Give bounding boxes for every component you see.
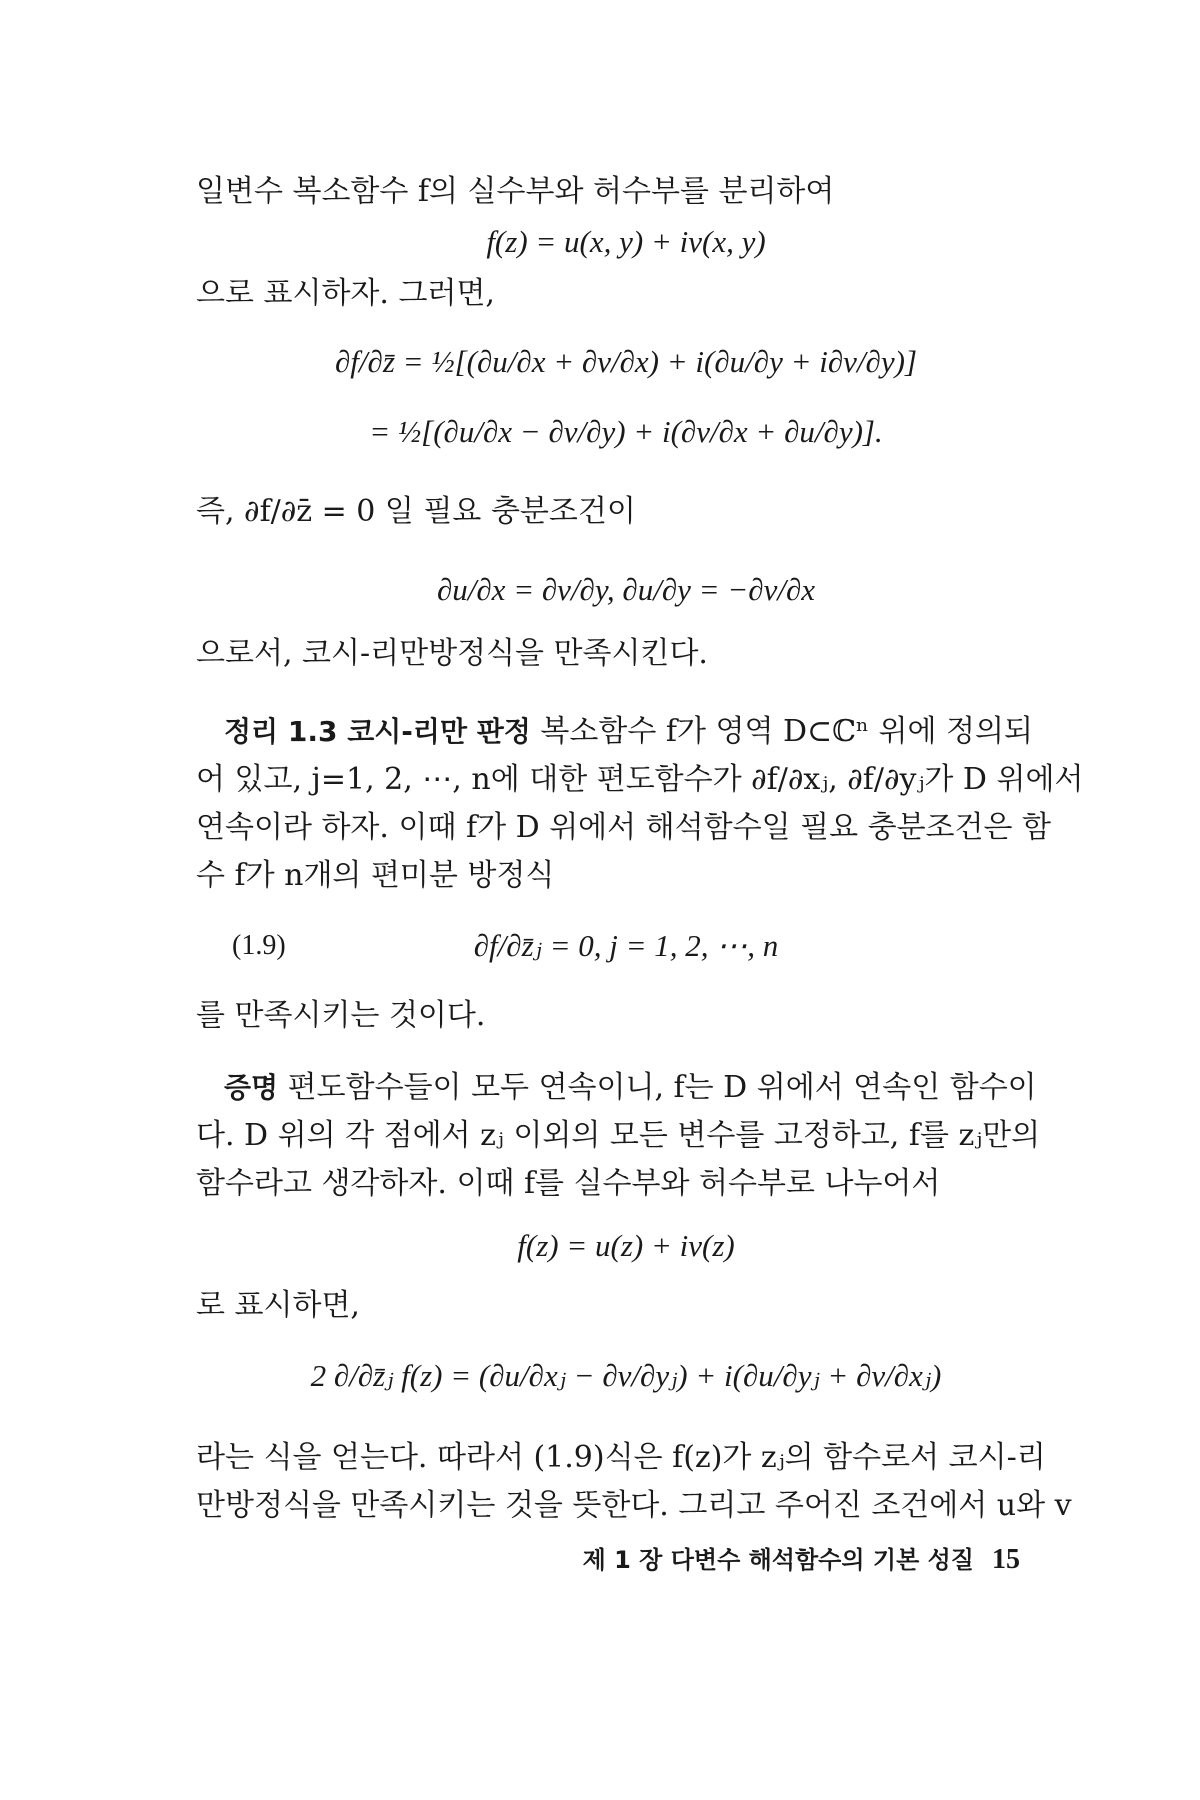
show-line-2: 로 표시하면, [196, 1288, 360, 1323]
equation-dbar-line-2: = ½[(∂u/∂x − ∂v/∂y) + i(∂v/∂x + ∂u/∂y)]. [369, 414, 883, 449]
equation-dbar-line-1: ∂f/∂z̄ = ½[(∂u/∂x + ∂v/∂x) + i(∂u/∂y + i∂v/∂y)] [334, 344, 918, 379]
equation-1-9: ∂f/∂z̄ⱼ = 0, j = 1, 2, ⋯, n [473, 928, 779, 963]
theorem-title: 정리 1.3 코시-리만 판정 [224, 715, 531, 748]
theorem-line-3: 연속이라 하자. 이때 f가 D 위에서 해석함수일 필요 충분조건은 함 [196, 810, 1052, 845]
footer-chapter-title: 제 1 장 다변수 해석함수의 기본 성질 [582, 1546, 974, 1574]
equation-f-decomposition: f(z) = u(x, y) + iv(x, y) [486, 224, 766, 259]
page-number: 15 [992, 1544, 1020, 1575]
page-footer [560, 1540, 1020, 1580]
equation-cauchy-riemann: ∂u/∂x = ∂v/∂y, ∂u/∂y = −∂v/∂x [436, 572, 816, 607]
proof-line-3: 함수라고 생각하자. 이때 f를 실수부와 허수부로 나누어서 [196, 1166, 941, 1201]
condition-line: 즉, ∂f/∂z̄ = 0 일 필요 충분조건이 [196, 494, 636, 529]
proof-line-2: 다. D 위의 각 점에서 zⱼ 이외의 모든 변수를 고정하고, f를 zⱼ만의 [196, 1118, 1041, 1153]
conclusion-line-1: 라는 식을 얻는다. 따라서 (1.9)식은 f(z)가 zⱼ의 함수로서 코시-리 [196, 1440, 1046, 1475]
show-line: 으로 표시하자. 그러면, [196, 276, 495, 311]
proof-title: 증명 [224, 1071, 279, 1104]
proof-text-1: 편도함수들이 모두 연속이니, f는 D 위에서 연속인 함수이 [287, 1070, 1037, 1105]
theorem-end-line: 를 만족시키는 것이다. [196, 998, 486, 1033]
proof-line-1 [224, 1064, 1056, 1112]
equation-number-1-9: (1.9) [232, 930, 286, 961]
cauchy-riemann-line: 으로서, 코시-리만방정식을 만족시킨다. [196, 636, 708, 671]
equation-2-dbar: 2 ∂/∂z̄ⱼ f(z) = (∂u/∂xⱼ − ∂v/∂yⱼ) + i(∂u/∂yⱼ + ∂v/∂xⱼ) [310, 1358, 942, 1393]
intro-line: 일변수 복소함수 f의 실수부와 허수부를 분리하여 [196, 174, 835, 209]
conclusion-line-2: 만방정식을 만족시키는 것을 뜻한다. 그리고 주어진 조건에서 u와 v [196, 1488, 1072, 1523]
equation-f-of-z: f(z) = u(z) + iv(z) [517, 1228, 735, 1263]
theorem-text-1: 복소함수 f가 영역 D⊂ℂⁿ 위에 정의되 [540, 714, 1033, 749]
theorem-line-1 [224, 708, 1056, 756]
theorem-line-4: 수 f가 n개의 편미분 방정식 [196, 858, 555, 893]
theorem-line-2: 어 있고, j=1, 2, ⋯, n에 대한 편도함수가 ∂f/∂xⱼ, ∂f/∂yⱼ가 D 위에서 [196, 762, 1084, 797]
